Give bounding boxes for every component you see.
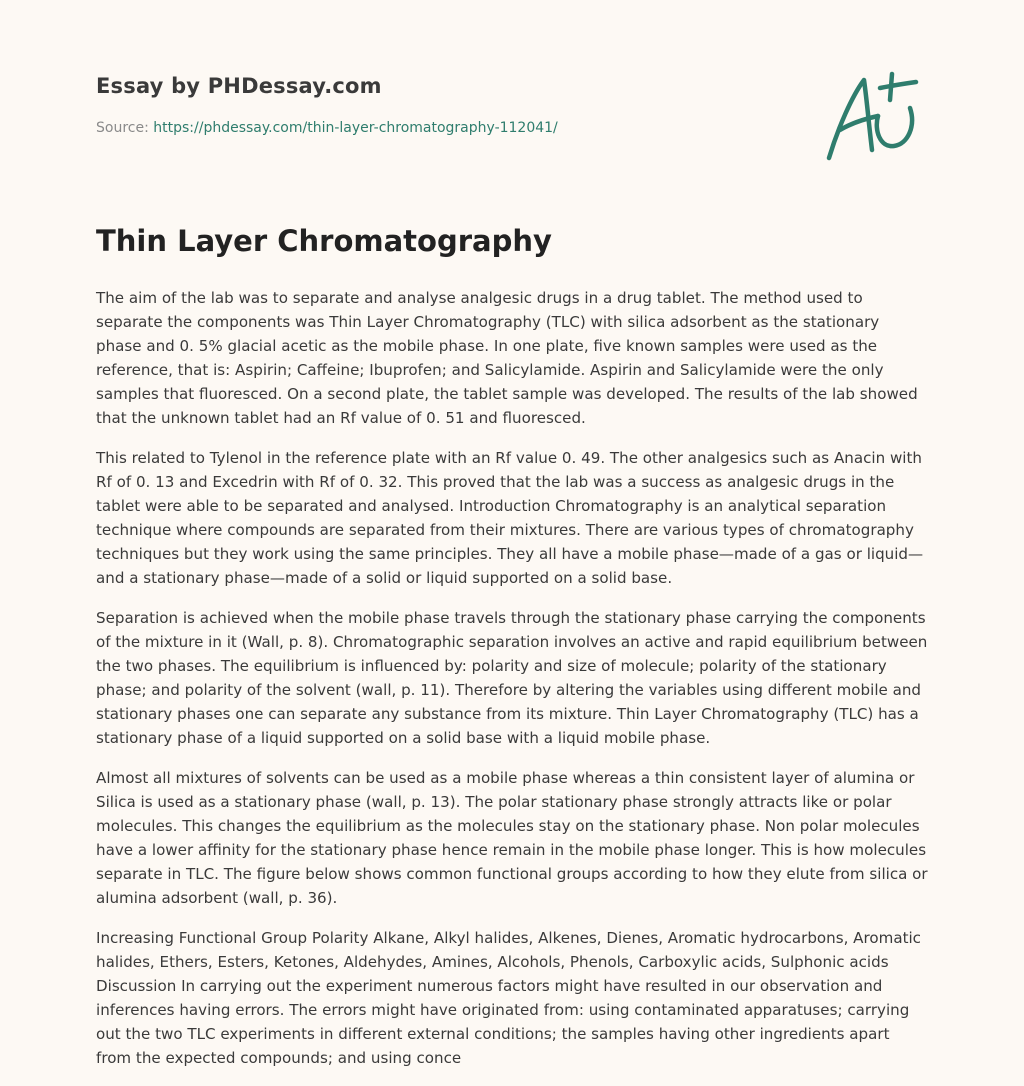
article-body	[96, 286, 928, 1086]
paragraph: Increasing Functional Group Polarity Alkane, Alkyl halides, Alkenes, Dienes, Aromatic hydrocarbons, Aromatic halides, Ethers, Esters, Ketones, Aldehydes, Amines, Alcohols, Phenols, Carboxylic acids, Sulphonic acids Discussion In carrying out the experiment numerous factors might have resulted in our observation and inferences having errors. The errors might have originated from: using contaminated apparatuses; carrying out the two TLC experiments in different external conditions; the samples having other ingredients apart from the expected compounds; and using conce	[96, 929, 921, 1067]
page-title: Thin Layer Chromatography	[96, 224, 552, 258]
header	[96, 74, 796, 136]
paragraph: Almost all mixtures of solvents can be used as a mobile phase whereas a thin consistent layer of alumina or Silica is used as a stationary phase (wall, p. 13). The polar stationary phase strongly attracts like or polar molecules. This changes the equilibrium as the molecules stay on the stationary phase. Non polar molecules have a lower affinity for the stationary phase hence remain in the mobile phase longer. This is how molecules separate in TLC. The figure below shows common functional groups according to how they elute from silica or alumina adsorbent (wall, p. 36).	[96, 769, 928, 907]
source-line	[96, 120, 796, 136]
paragraph: The aim of the lab was to separate and analyse analgesic drugs in a drug tablet. The method used to separate the components was Thin Layer Chromatography (TLC) with silica adsorbent as the stationary phase and 0. 5% glacial acetic as the mobile phase. In one plate, five known samples were used as the reference, that is: Aspirin; Caffeine; Ibuprofen; and Salicylamide. Aspirin and Salicylamide were the only samples that fluoresced. On a second plate, the tablet sample was developed. The results of the lab showed that the unknown tablet had an Rf value of 0. 51 and fluoresced.	[96, 289, 918, 427]
paragraph: This related to Tylenol in the reference plate with an Rf value 0. 49. The other analgesics such as Anacin with Rf of 0. 13 and Excedrin with Rf of 0. 32. This proved that the lab was a success as analgesic drugs in the tablet were able to be separated and analysed. Introduction Chromatography is an analytical separation technique where compounds are separated from their mixtures. There are various types of chromatography techniques but they work using the same principles. They all have a mobile phase—made of a gas or liquid—and a stationary phase—made of a solid or liquid supported on a solid base.	[96, 449, 924, 587]
paragraph: Separation is achieved when the mobile phase travels through the stationary phase carrying the components of the mixture in it (Wall, p. 8). Chromatographic separation involves an active and rapid equilibrium between the two phases. The equilibrium is influenced by: polarity and size of molecule; polarity of the stationary phase; and polarity of the solvent (wall, p. 11). Therefore by altering the variables using different mobile and stationary phases one can separate any substance from its mixture. Thin Layer Chromatography (TLC) has a stationary phase of a liquid supported on a solid base with a liquid mobile phase.	[96, 609, 928, 747]
brand-title: Essay by PHDessay.com	[96, 74, 382, 98]
source-link[interactable]: https://phdessay.com/thin-layer-chromatography-112041/	[153, 120, 558, 136]
source-label: Source:	[96, 120, 149, 136]
a-plus-logo-icon	[820, 66, 930, 166]
